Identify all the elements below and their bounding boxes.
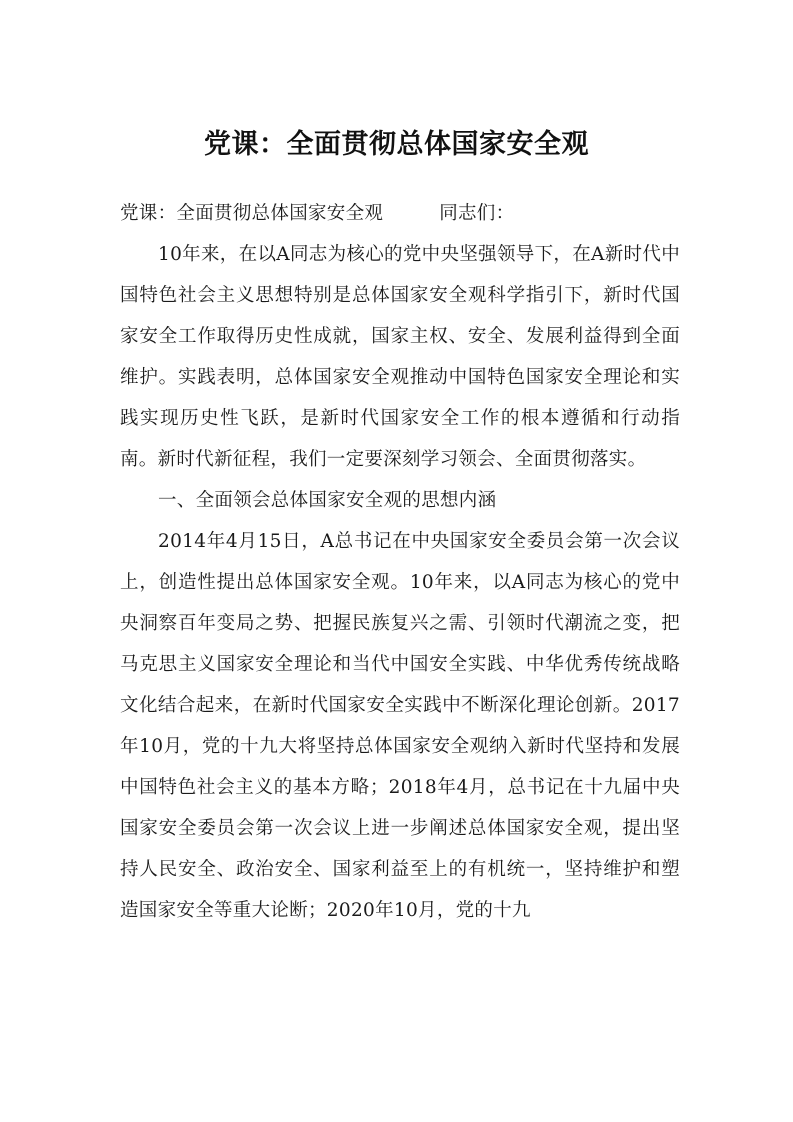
section-heading-1: 一、全面领会总体国家安全观的思想内涵 — [158, 490, 497, 511]
document-title: 党课：全面贯彻总体国家安全观 — [204, 129, 589, 160]
paragraph-intro: 10年来，在以A同志为核心的党中央坚强领导下，在A新时代中国特色社会主义思想特别是总体国家安全观科学指引下，新时代国家安全工作取得历史性成就，国家主权、安全、发展利益得到全面维护。实践表明，总体国家安全观推动中国特色国家安全理论和实践实现历史性飞跃，是新时代国家安全工作的根本遵循和行动指南。新时代新征程，我们一定要深刻学习领会、全面贯彻落实。 — [120, 244, 680, 470]
paragraph-section-1: 2014年4月15日，A总书记在中央国家安全委员会第一次会议上，创造性提出总体国家安全观。10年来，以A同志为核心的党中央洞察百年变局之势、把握民族复兴之需、引领时代潮流之变，把马克思主义国家安全理论和当代中国安全实践、中华优秀传统战略文化结合起来，在新时代国家安全实践中不断深化理论创新。2017年10月，党的十九大将坚持总体国家安全观纳入新时代坚持和发展中国特色社会主义的基本方略；2018年4月，总书记在十九届中央国家安全委员会第一次会议上进一步阐述总体国家安全观，提出坚持人民安全、政治安全、国家利益至上的有机统一，坚持维护和塑造国家安全等重大论断；2020年10月，党的十九 — [120, 531, 680, 921]
intro-title-repeat: 党课：全面贯彻总体国家安全观 — [120, 203, 384, 224]
document-body — [120, 193, 680, 931]
salutation: 同志们： — [439, 203, 515, 224]
intro-line — [120, 193, 680, 234]
